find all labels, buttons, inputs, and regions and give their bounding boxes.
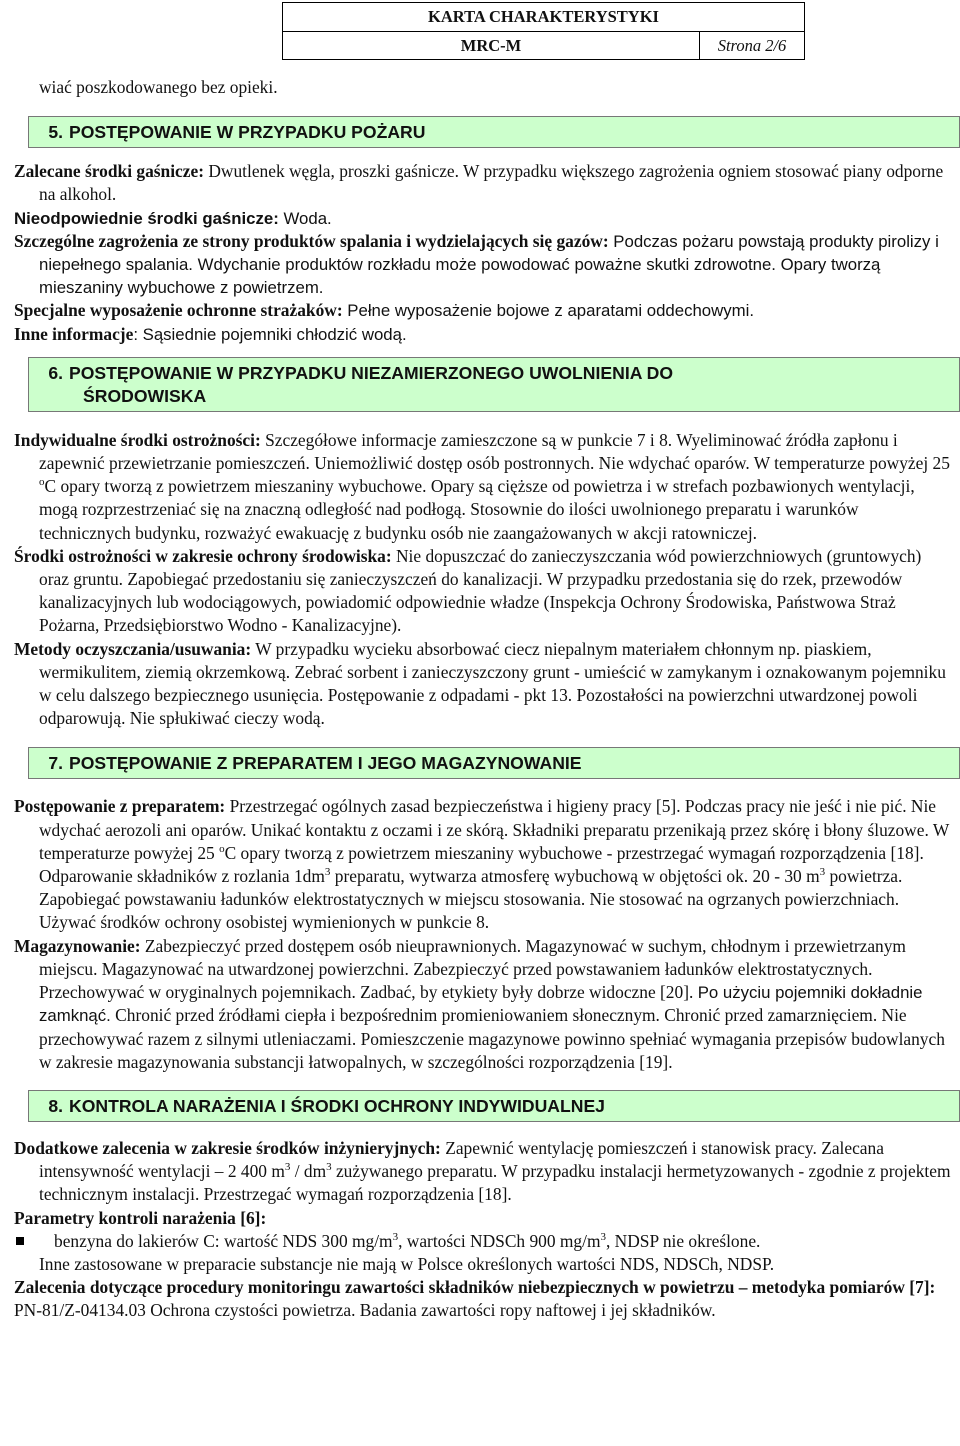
header-info-row [283,32,804,60]
text: Dwutlenek węgla, proszki gaśnicze. W przypadku większego zagrożenia ogniem stosować piany odporne na alkohol. [39,161,944,205]
text-sans: Po użyciu pojemniki dokładnie zamknąć. [39,983,923,1026]
label: Środki ostrożności w zakresie ochrony środowiska: [14,545,392,566]
other-info [14,323,952,346]
text: Pełne wyposażenie bojowe z aparatami oddechowymi. [342,301,755,321]
sup: 3 [600,1230,606,1243]
sup: 3 [324,866,331,879]
label: Zalecenia dotyczące procedury monitoringu zawartości składników niebezpiecznych w powietrzu – metodyka pomiarów [7]: [14,1277,936,1298]
monitoring-standard: PN-81/Z-04134.03 Ochrona czystości powietrza. Badania zawartości ropy naftowej i jej składników. [14,1300,716,1321]
list-item-text: benzyna do lakierów C: wartość NDS 300 $mg/m^3$, wartości NDSCh 900 $mg/m^3$, NDSP nie określone. [54,1230,761,1251]
sup: 3 [819,866,826,879]
label: Indywidualne środki ostrożności: [14,429,261,450]
sup: o [219,843,225,856]
section-5-heading [28,116,960,148]
document-header [282,2,805,60]
section-6-title: POSTĘPOWANIE W PRZYPADKU NIEZAMIERZONEGO UWOLNIENIA DO [69,362,674,383]
label: Metody oczyszczania/usuwania: [14,638,252,659]
section-6-heading [28,357,960,412]
section-8-title: KONTROLA NARAŻENIA I ŚRODKI OCHRONY INDYWIDUALNEJ [69,1095,605,1116]
text: Nie dopuszczać do zanieczyszczania wód powierzchniowych (gruntowych) oraz gruntu. Zapobiegać przedostaniu się zanieczyszczeń do kanalizacji. W przypadku przedostania się do rzek, przewodów kanalizacyjnych lub wodociągowych, powiadomić odpowiednie władze (Inspekcja Ochrony Środowiska, Państwowa Straż Pożarna, Przedsiębiorstwo Wodno - Kanalizacyjne). [39,545,922,636]
text: preparatu, wytwarza atmosferę wybuchową w objętości ok. 20 - 30 m [330,866,820,887]
text: Chronić przed źródłami ciepła i bezpośrednim promieniowaniem słonecznym. Chronić przed zamarznięciem. Nie przechowywać razem z silnymi utleniaczami. Pomieszczenie magazynowe powinno spełniać wymagania przepisów budowlanych w zakresie magazynowania substancji łatwopalnych, w szczególności rozporządzenia [19]. [39,1005,945,1072]
label: Szczególne zagrożenia ze strony produktów spalania i wydzielających się gazów: [14,230,609,251]
text: Przestrzegać ogólnych zasad bezpieczeństwa i higieny pracy [5]. Podczas pracy nie jeść i nie pić. Nie wdychać aerozoli ani oparów. Unikać kontaktu z oczami i ze skórą. Składniki preparatu przenikają przez skórę i błony śluzowe. W temperaturze powyżej 25 [39,796,949,863]
text: Zabezpieczyć przed dostępem osób nieuprawnionych. Magazynować w suchym, chłodnym i przewietrzanym miejscu. Magazynować na utwardzonej powierzchni. Zabezpieczyć przed powstawaniem ładunków elektrostatycznych. Przechowywać w oryginalnych pojemnikach. Zadbać, by etykiety były dobrze widoczne [20]. [39,935,906,1003]
personal-precautions [14,429,952,545]
section-6-content [14,429,952,731]
section-5-title: POSTĘPOWANIE W PRZYPADKU POŻARU [69,122,426,143]
text: powietrza. Zapobiegać powstawaniu ładunków elektrostatycznych w miejscu stosowania. Nie stosować na ogrzanych powierzchniach. Używać środków ochrony osobistej wymienionych w punkcie 8. [39,866,903,933]
text: C opary tworzą z powietrzem mieszaniny wybuchowe. Opary są cięższe od powietrza i w strefach pozbawionych wentylacji, mogą rozprzestrzeniać się na znaczną odległość nad podłogą. Stosownie do ilości uwolnionego preparatu i warunków technicznych budynku, rozważyć ewakuację z budynku osób nie zaangażowanych w akcji ratowniczej. [39,476,915,543]
text: Zapewnić wentylację pomieszczeń i stanowisk pracy. Zalecana intensywność wentylacji – 2 400 m [39,1137,884,1182]
sup: o [39,476,45,489]
exposure-parameters [14,1207,952,1230]
exposure-note: Inne zastosowane w preparacie substancje nie mają w Polsce określonych wartości NDS, NDSCh, NDSP. [39,1253,775,1274]
page-number: Strona 2/6 [717,36,787,55]
text: C opary tworzą z powietrzem mieszaniny wybuchowe - przestrzegać wymagań rozporządzenia [18]. Odparowanie składników z rozlania 1dm [39,842,924,887]
section-5-number: 5. [48,122,63,143]
storage [14,935,952,1074]
section-8-heading [28,1090,960,1122]
section-7-content [14,795,952,1073]
fire-extinguishing-media [14,160,952,206]
label: Specjalne wyposażenie ochronne strażaków: [14,300,343,321]
sup: 3 [392,1230,399,1243]
section-6-title-2: ŚRODOWISKA [83,385,207,406]
label: Dodatkowe zalecenia w zakresie środków inżynieryjnych: [14,1137,441,1158]
label: Nieodpowiednie środki gaśnicze: [14,208,279,228]
label: Zalecane środki gaśnicze: [14,161,204,182]
section-8-number: 8. [48,1095,63,1116]
label: Postępowanie z preparatem: [14,796,226,817]
firefighter-equipment [14,299,952,322]
section-5-content [14,160,952,346]
label: Inne informacje [14,323,134,344]
special-hazards [14,230,952,300]
text: Podczas pożaru powstają produkty pirolizy i niepełnego spalania. Wdychanie produktów rozkładu może powodować poważne skutki zdrowotne. Opary tworzą mieszaniny wybuchowe z powietrzem. [39,231,939,298]
text: Szczegółowe informacje zamieszczone są w punkcie 7 i 8. Wyeliminować źródła zapłonu i zapewnić przewietrzanie pomieszczeń. Uniemożliwić dostęp osób postronnych. Nie wdychać oparów. W temperaturze powyżej 25 [39,429,950,474]
cleanup-methods [14,638,952,731]
unsuitable-media [14,207,952,230]
document-body [14,76,952,1323]
section-7-number: 7. [48,753,63,774]
environmental-precautions [14,545,952,638]
list-item [14,1230,952,1253]
document-title: KARTA CHARAKTERYSTYKI [283,3,804,32]
monitoring-recommendations [14,1276,952,1299]
text: zużywanego preparatu. W przypadku instalacji hermetyzowanych - zgodnie z projektem technicznym instalacji. Przestrzegać wymagań rozporządzenia [18]. [39,1161,951,1205]
bullet-icon [14,1230,54,1253]
section-7-title: POSTĘPOWANIE Z PREPARATEM I JEGO MAGAZYNOWANIE [69,753,582,774]
section-8-content [14,1137,952,1323]
text: / dm [290,1161,327,1182]
text: : Sąsiednie pojemniki chłodzić wodą. [133,324,407,344]
label: Magazynowanie: [14,935,141,956]
text: Woda. [278,208,332,228]
handling [14,795,952,934]
text: W przypadku wycieku absorbować ciecz niepalnym materiałem chłonnym np. piaskiem, wermikulitem, ziemią okrzemkową. Zebrać sorbent i zanieczyszczony grunt - umieścić w zamykanym i oznakowanym pojemniku w celu dalszego bezpiecznego usunięcia. Postępowanie z odpadami - pkt 13. Pozostałości na powierzchni utwardzonej powoli odparowują. Nie spłukiwać cieczy wodą. [39,638,946,729]
engineering-measures [14,1137,952,1207]
section-7-heading [28,747,960,779]
label: Parametry kontroli narażenia [6]: [14,1207,267,1228]
section-6-number: 6. [48,362,63,383]
intro-text: wiać poszkodowanego bez opieki. [39,77,278,97]
sup: 3 [326,1161,332,1174]
product-code: MRC-M [283,32,700,60]
sup: 3 [284,1161,291,1174]
